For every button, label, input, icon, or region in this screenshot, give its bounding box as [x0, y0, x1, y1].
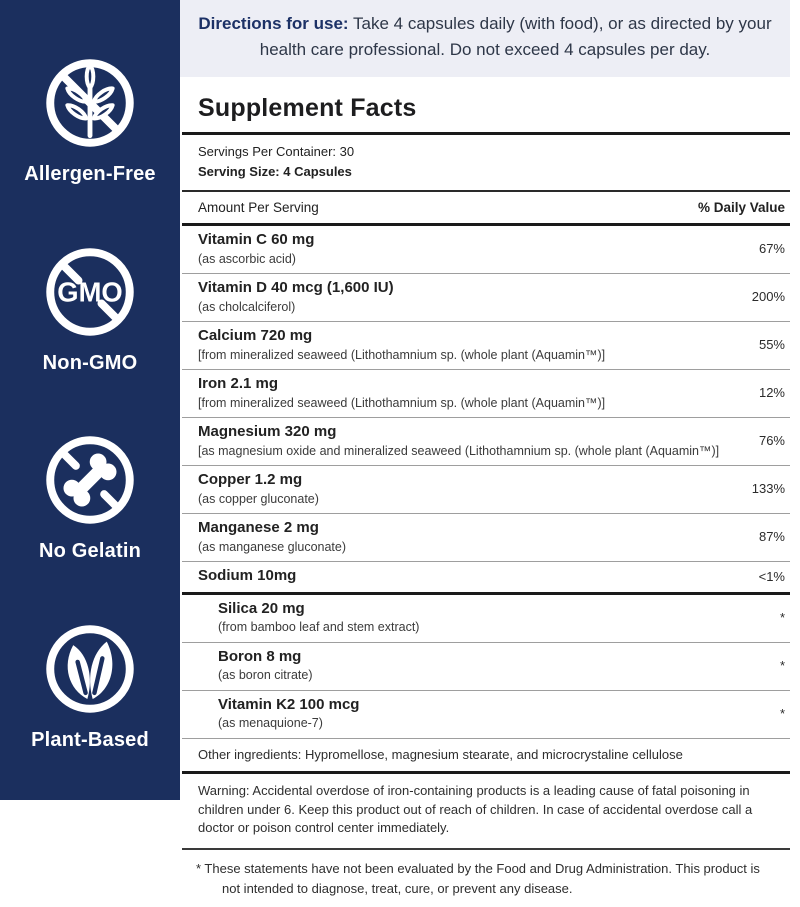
nutrient-daily-value: * [779, 706, 785, 722]
no-wheat-icon [37, 50, 143, 156]
table-header-row [182, 192, 790, 223]
nutrient-name: Silica 20 mg [218, 599, 305, 617]
nutrient-name: Magnesium 320 mg [198, 422, 337, 440]
badge-label: Plant-Based [31, 728, 149, 751]
nutrient-daily-value: 76% [758, 433, 785, 449]
nutrient-info [198, 327, 605, 363]
no-gmo-icon [37, 239, 143, 345]
nutrient-name: Calcium 720 mg [198, 326, 313, 344]
nutrient-row [182, 643, 790, 691]
badge-no-gelatin [37, 427, 143, 563]
nutrient-info [198, 279, 394, 315]
nutrient-info [198, 423, 719, 459]
nutrient-daily-value: 67% [758, 241, 785, 257]
badge-allergen-free [24, 50, 156, 186]
nutrient-row [182, 691, 790, 739]
nutrient-source: (as menaquione-7) [218, 716, 323, 731]
nutrient-row [182, 370, 790, 418]
nutrient-daily-value: <1% [758, 568, 785, 584]
nutrient-daily-value: 133% [751, 481, 785, 497]
nutrient-row [182, 274, 790, 322]
nutrient-source: (from bamboo leaf and stem extract) [218, 620, 420, 635]
nutrient-row [182, 514, 790, 562]
badge-plant-based [31, 616, 149, 752]
nutrient-row [182, 466, 790, 514]
nutrient-info [198, 231, 314, 267]
nutrient-name: Iron 2.1 mg [198, 374, 279, 392]
nutrient-row [182, 595, 790, 643]
nutrient-info [198, 471, 319, 507]
nutrient-rows [182, 226, 790, 739]
nutrient-row [182, 562, 790, 595]
plant-leaves-icon [37, 616, 143, 722]
nutrient-source: [from mineralized seaweed (Lithothamnium sp. (whole plant (Aquamin™)] [198, 395, 606, 410]
nutrient-source: (as copper gluconate) [198, 491, 319, 506]
nutrient-name: Vitamin D 40 mcg (1,600 IU) [198, 278, 394, 296]
daily-value-header: % Daily Value [697, 199, 785, 215]
badge-label: Allergen-Free [24, 163, 156, 185]
nutrient-daily-value: 87% [758, 529, 785, 545]
gmo-icon-text: GMO [57, 276, 123, 308]
nutrient-name: Vitamin K2 100 mcg [218, 695, 360, 713]
nutrient-source: [as magnesium oxide and mineralized seaweed (Lithothamnium sp. (whole plant (Aquamin™)] [198, 443, 720, 458]
other-ingredients: Other ingredients: Hypromellose, magnesium stearate, and microcrystaline cellulose [182, 739, 790, 774]
serving-size: Serving Size: 4 Capsules [198, 163, 352, 179]
nutrient-info [218, 600, 419, 636]
directions-label: Directions for use: [198, 14, 349, 33]
nutrient-row [182, 226, 790, 274]
nutrient-daily-value: * [779, 610, 785, 626]
nutrient-source: (as boron citrate) [218, 668, 313, 683]
badge-sidebar [0, 0, 180, 800]
warning-text: Warning: Accidental overdose of iron-containing products is a leading cause of fatal poisoning in children under 6. Keep this product out of reach of children. In case of accidental overdose call a doctor or poison control center immediately. [182, 774, 790, 851]
nutrient-name: Copper 1.2 mg [198, 470, 303, 488]
badge-non-gmo [37, 239, 143, 375]
fda-disclaimer: * These statements have not been evaluated by the Food and Drug Administration. This product is not intended to diagnose, treat, cure, or prevent any disease. [196, 861, 760, 896]
facts-title: Supplement Facts [198, 93, 417, 122]
nutrient-source: (as ascorbic acid) [198, 251, 296, 266]
nutrient-row [182, 418, 790, 466]
nutrient-info [218, 696, 359, 732]
amount-per-serving-header: Amount Per Serving [198, 199, 319, 215]
nutrient-info [198, 519, 346, 555]
servings-block [182, 135, 790, 190]
nutrient-source: [from mineralized seaweed (Lithothamnium sp. (whole plant (Aquamin™)] [198, 347, 606, 362]
nutrient-name: Sodium 10mg [198, 566, 297, 584]
directions-text: Take 4 capsules daily (with food), or as directed by your health care professional. Do not exceed 4 capsules per day. [259, 14, 772, 60]
supplement-facts-panel [180, 77, 790, 907]
nutrient-daily-value: 12% [758, 385, 785, 401]
nutrient-source: (as cholcalciferol) [198, 299, 296, 314]
nutrient-info [218, 648, 312, 684]
nutrient-info [198, 375, 605, 411]
nutrient-daily-value: 55% [758, 337, 785, 353]
badge-label: Non-GMO [42, 351, 138, 374]
nutrient-daily-value: 200% [751, 289, 785, 305]
badge-label: No Gelatin [38, 540, 141, 563]
nutrient-name: Vitamin C 60 mg [198, 230, 315, 248]
nutrient-daily-value: * [779, 658, 785, 674]
directions-banner [180, 0, 790, 77]
no-bone-icon [37, 427, 143, 533]
nutrient-name: Boron 8 mg [218, 647, 302, 665]
servings-per-container: Servings Per Container: 30 [198, 143, 355, 159]
nutrient-source: (as manganese gluconate) [198, 539, 347, 554]
label-main [180, 0, 800, 896]
nutrient-info [198, 567, 296, 586]
nutrient-row [182, 322, 790, 370]
nutrient-name: Manganese 2 mg [198, 518, 319, 536]
